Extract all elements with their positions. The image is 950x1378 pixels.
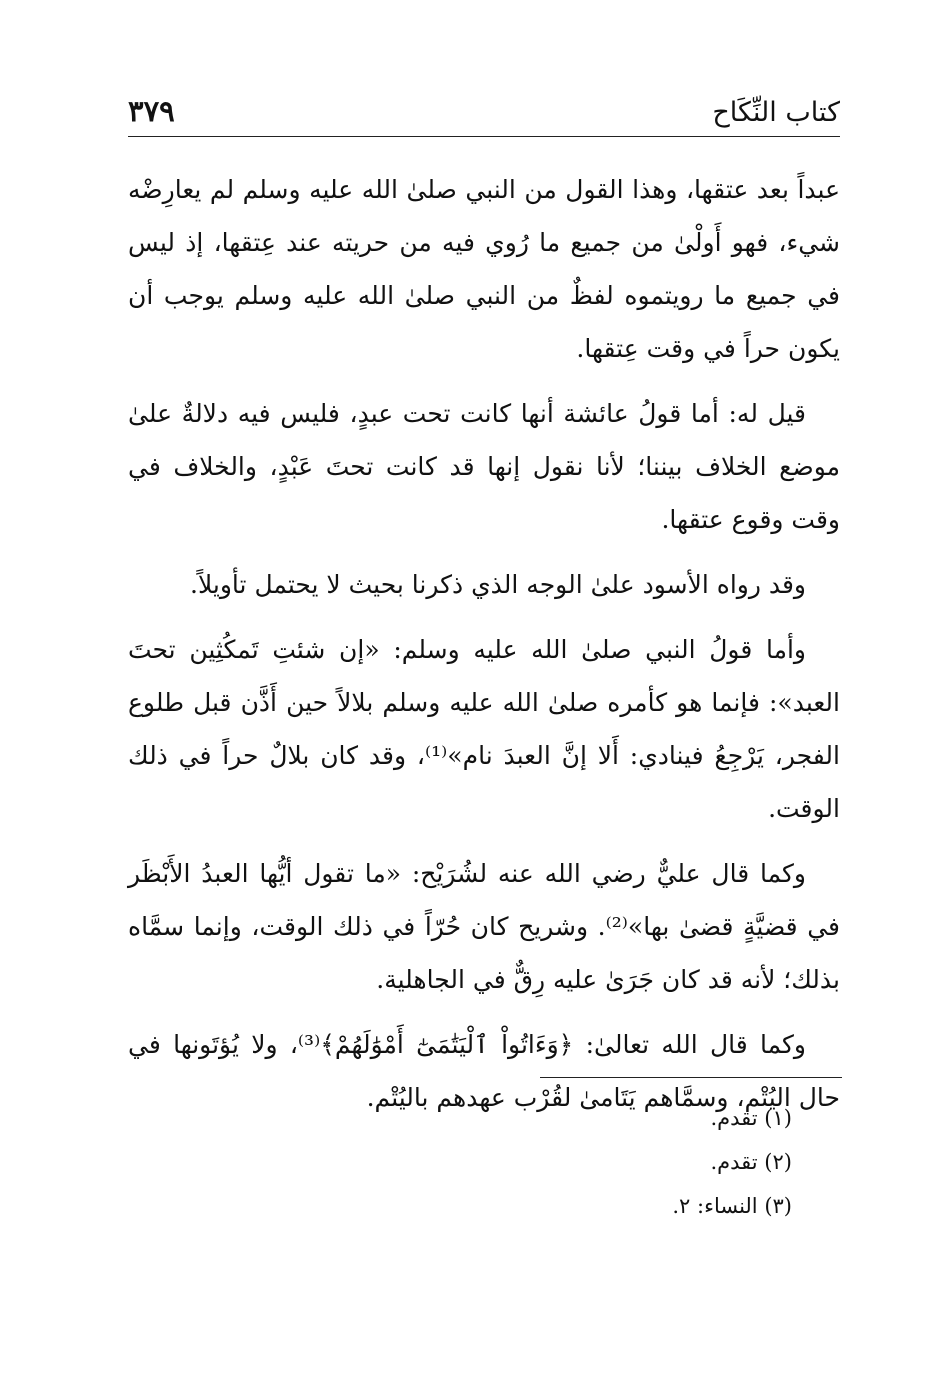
paragraph: عبداً بعد عتقها، وهذا القول من النبي صلىٰ الله عليه وسلم لم يعارِضْه شيء، فهو أَولْىٰ من جميع ما رُوي فيه من حريته عند عِتقها، إذ ليس في جميع ما رويتموه لفظٌ من النبي صلىٰ الله عليه وسلم يوجب أن يكون حراً في وقت عِتقها. [128, 175, 840, 363]
running-header [128, 92, 840, 137]
paragraph: وكما قال عليٌّ رضي الله عنه لشُرَيْح: «ما تقول أيُّها العبدُ الأَبْظَر في قضيَّةٍ قضىٰ بها»⁽²⁾. وشريح كان حُرّاً في ذلك الوقت، وإنما سمَّاه بذلك؛ لأنه قد كان جَرَىٰ عليه رِقٌّ في الجاهلية. [128, 859, 840, 994]
paragraph: قيل له: أما قولُ عائشة أنها كانت تحت عبدٍ، فليس فيه دلالةٌ علىٰ موضع الخلاف بيننا؛ لأنا نقول إنها قد كانت تحتَ عَبْدٍ، والخلاف في وقت وقوع عتقها. [128, 399, 840, 534]
main-text [128, 163, 840, 1124]
footnotes [392, 1096, 792, 1228]
footnote: (٣) النساء: ٢. [672, 1194, 792, 1218]
footnote-separator [540, 1077, 842, 1078]
chapter-title: كتاب النِّكَاح [712, 97, 840, 128]
footnote: (٢) تقدم. [710, 1150, 792, 1174]
page-number: ٣٧٩ [128, 94, 175, 128]
paragraph: وكما قال الله تعالىٰ: ﴿وَءَاتُواْ ٱلْيَتَٰمَىٰٓ أَمْوَٰلَهُمْ﴾⁽³⁾، ولا يُؤتَونها في حال اليُتْم، وسمَّاهم يَتَامىٰ لقُرْب عهدهم باليُتْم. [128, 1030, 840, 1112]
footnote: (١) تقدم. [710, 1106, 792, 1130]
paragraph: وأما قولُ النبي صلىٰ الله عليه وسلم: «إن شئتِ تَمكُثِين تحتَ العبد»: فإنما هو كأمره صلىٰ الله عليه وسلم بلالاً حين أَذَّن قبل طلوع الفجر، يَرْجِعُ فينادي: أَلا إنَّ العبدَ نام»⁽¹⁾، وقد كان بلالٌ حراً في ذلك الوقت. [128, 635, 840, 823]
paragraph: وقد رواه الأسود علىٰ الوجه الذي ذكرنا بحيث لا يحتمل تأويلاً. [190, 570, 806, 599]
book-page [128, 92, 840, 1332]
